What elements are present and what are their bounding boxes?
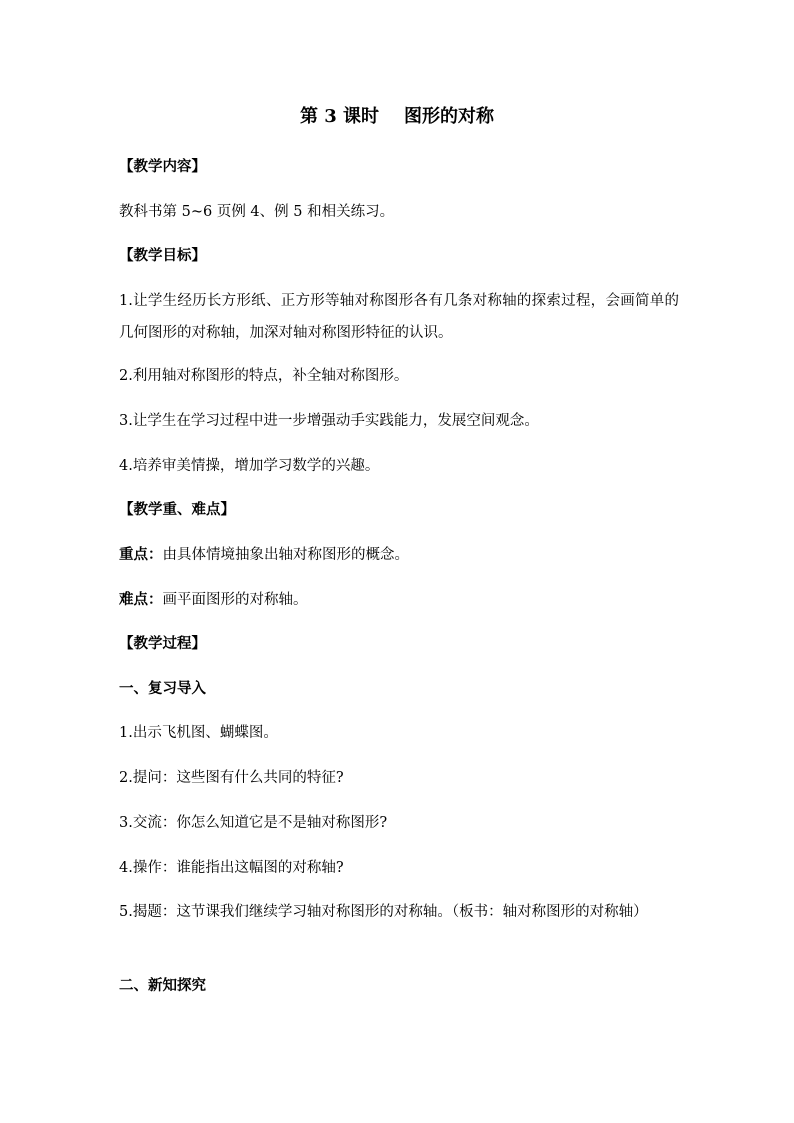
difficult-point-text: 画平面图形的对称轴。 [162, 592, 308, 608]
page-title: 第 3 课时 图形的对称 [299, 106, 495, 127]
difficult-point-label: 难点： [119, 591, 163, 608]
part2-heading: 二、新知探究 [119, 977, 206, 994]
part1-item-1: 1.出示飞机图、蝴蝶图。 [119, 725, 278, 741]
key-point-text: 由具体情境抽象出轴对称图形的概念。 [162, 547, 409, 563]
section-heading-content: 【教学内容】 [119, 158, 206, 175]
part1-item-2: 2.提问：这些图有什么共同的特征? [119, 770, 344, 786]
goal-item-3: 3.让学生在学习过程中进一步增强动手实践能力，发展空间观念。 [119, 413, 539, 429]
goal-item-2: 2.利用轴对称图形的特点，补全轴对称图形。 [119, 368, 409, 384]
goal-item-4: 4.培养审美情操，增加学习数学的兴趣。 [119, 458, 380, 474]
section-heading-goals: 【教学目标】 [119, 247, 206, 264]
part1-item-5: 5.揭题：这节课我们继续学习轴对称图形的对称轴。（板书：轴对称图形的对称轴） [119, 904, 648, 920]
section-heading-process: 【教学过程】 [119, 635, 206, 652]
part1-item-4: 4.操作：谁能指出这幅图的对称轴? [119, 860, 344, 876]
difficult-point [119, 590, 308, 610]
goal-item-1: 1.让学生经历长方形纸、正方形等轴对称图形各有几条对称轴的探索过程，会画简单的几何图形的对称轴，加深对轴对称图形特征的认识。 [119, 293, 679, 341]
key-point [119, 545, 409, 565]
content-text: 教科书第 5~6 页例 4、例 5 和相关练习。 [119, 204, 395, 220]
key-point-label: 重点： [119, 546, 163, 563]
part1-item-3: 3.交流：你怎么知道它是不是轴对称图形? [119, 815, 388, 831]
part1-heading: 一、复习导入 [119, 680, 206, 697]
section-heading-key-points: 【教学重、难点】 [119, 501, 235, 518]
